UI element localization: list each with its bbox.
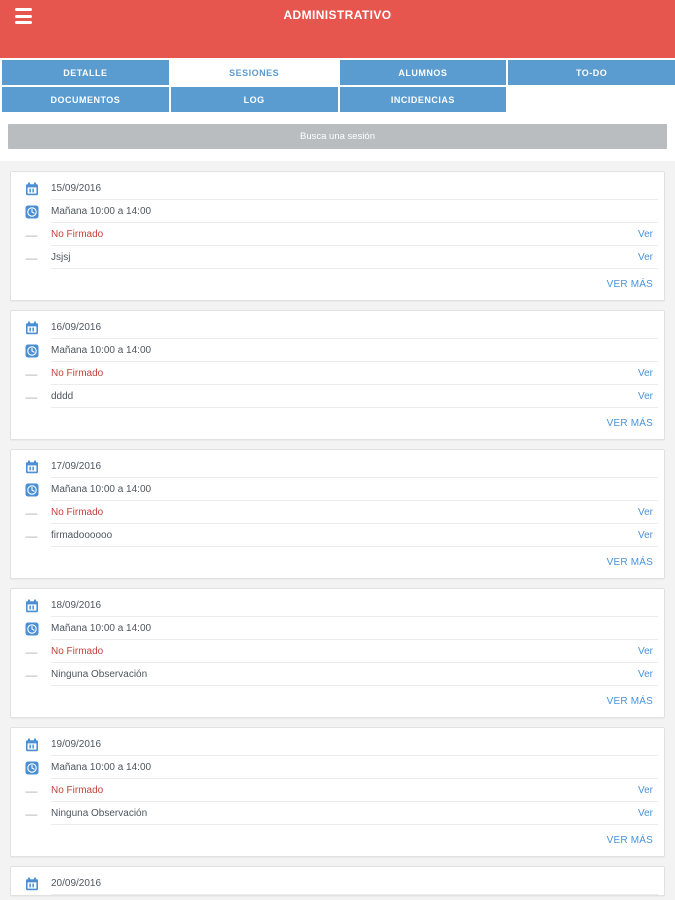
tab-log[interactable]: LOG xyxy=(171,87,338,112)
observation-row xyxy=(17,246,658,269)
calendar-icon xyxy=(24,316,39,339)
card-footer xyxy=(17,825,658,856)
session-status: No Firmado xyxy=(51,228,104,240)
session-card xyxy=(10,171,665,301)
session-card xyxy=(10,588,665,718)
ver-status-link[interactable]: Ver xyxy=(637,784,653,796)
session-card xyxy=(10,727,665,857)
dash-icon: — xyxy=(25,783,38,798)
card-footer xyxy=(17,269,658,300)
dash-icon: — xyxy=(25,366,38,381)
card-footer xyxy=(17,408,658,439)
session-status: No Firmado xyxy=(51,367,104,379)
session-card xyxy=(10,449,665,579)
session-list xyxy=(0,161,675,900)
tab-alumnos[interactable]: ALUMNOS xyxy=(340,60,507,85)
dash-icon: — xyxy=(25,667,38,682)
dash-icon: — xyxy=(25,644,38,659)
time-row xyxy=(17,756,658,779)
calendar-icon xyxy=(24,594,39,617)
session-observation: Ninguna Observación xyxy=(51,807,148,819)
observation-row xyxy=(17,524,658,547)
session-card xyxy=(10,866,665,896)
ver-observation-link[interactable]: Ver xyxy=(637,251,653,263)
calendar-icon xyxy=(24,872,39,895)
ver-observation-link[interactable]: Ver xyxy=(637,668,653,680)
hamburger-menu-icon[interactable] xyxy=(15,8,32,24)
observation-row xyxy=(17,802,658,825)
date-row xyxy=(17,872,658,895)
time-row xyxy=(17,339,658,362)
dash-icon: — xyxy=(25,806,38,821)
dash-icon: — xyxy=(25,250,38,265)
session-status: No Firmado xyxy=(51,506,104,518)
session-date: 18/09/2016 xyxy=(51,599,102,611)
time-row xyxy=(17,478,658,501)
ver-status-link[interactable]: Ver xyxy=(637,645,653,657)
session-observation: firmadoooooo xyxy=(51,529,113,541)
ver-mas-link[interactable]: VER MÁS xyxy=(606,557,653,568)
clock-icon xyxy=(24,617,39,640)
session-time: Mañana 10:00 a 14:00 xyxy=(51,483,152,495)
ver-observation-link[interactable]: Ver xyxy=(637,390,653,402)
ver-observation-link[interactable]: Ver xyxy=(637,529,653,541)
search-input[interactable]: Busca una sesión xyxy=(8,124,667,149)
tab-bar xyxy=(0,60,675,112)
ver-status-link[interactable]: Ver xyxy=(637,228,653,240)
tab-to-do[interactable]: TO-DO xyxy=(508,60,675,85)
session-date: 19/09/2016 xyxy=(51,738,102,750)
clock-icon xyxy=(24,756,39,779)
calendar-icon xyxy=(24,733,39,756)
ver-mas-link[interactable]: VER MÁS xyxy=(606,835,653,846)
session-status: No Firmado xyxy=(51,784,104,796)
card-footer xyxy=(17,547,658,578)
dash-icon: — xyxy=(25,227,38,242)
ver-mas-link[interactable]: VER MÁS xyxy=(606,279,653,290)
calendar-icon xyxy=(24,177,39,200)
page-title: ADMINISTRATIVO xyxy=(283,8,392,22)
status-row xyxy=(17,640,658,663)
session-observation: Ninguna Observación xyxy=(51,668,148,680)
dash-icon: — xyxy=(25,528,38,543)
date-row xyxy=(17,316,658,339)
session-date: 17/09/2016 xyxy=(51,460,102,472)
observation-row xyxy=(17,663,658,686)
tab-sesiones[interactable]: SESIONES xyxy=(171,60,338,85)
clock-icon xyxy=(24,478,39,501)
session-time: Mañana 10:00 a 14:00 xyxy=(51,344,152,356)
ver-mas-link[interactable]: VER MÁS xyxy=(606,696,653,707)
tab-incidencias[interactable]: INCIDENCIAS xyxy=(340,87,507,112)
dash-icon: — xyxy=(25,505,38,520)
hamburger-bar xyxy=(15,8,32,11)
session-time: Mañana 10:00 a 14:00 xyxy=(51,761,152,773)
app-header xyxy=(0,0,675,58)
session-observation: dddd xyxy=(51,390,74,402)
card-footer xyxy=(17,686,658,717)
ver-status-link[interactable]: Ver xyxy=(637,367,653,379)
tab-documentos[interactable]: DOCUMENTOS xyxy=(2,87,169,112)
session-time: Mañana 10:00 a 14:00 xyxy=(51,205,152,217)
ver-observation-link[interactable]: Ver xyxy=(637,807,653,819)
hamburger-bar xyxy=(15,15,32,18)
date-row xyxy=(17,455,658,478)
clock-icon xyxy=(24,200,39,223)
date-row xyxy=(17,594,658,617)
ver-status-link[interactable]: Ver xyxy=(637,506,653,518)
session-card xyxy=(10,310,665,440)
hamburger-bar xyxy=(15,21,32,24)
status-row xyxy=(17,779,658,802)
observation-row xyxy=(17,385,658,408)
time-row xyxy=(17,617,658,640)
dash-icon: — xyxy=(25,389,38,404)
status-row xyxy=(17,362,658,385)
ver-mas-link[interactable]: VER MÁS xyxy=(606,418,653,429)
clock-icon xyxy=(24,339,39,362)
tab-detalle[interactable]: DETALLE xyxy=(2,60,169,85)
calendar-icon xyxy=(24,455,39,478)
session-date: 20/09/2016 xyxy=(51,877,102,889)
session-observation: Jsjsj xyxy=(51,251,71,263)
time-row xyxy=(17,200,658,223)
session-time: Mañana 10:00 a 14:00 xyxy=(51,622,152,634)
session-date: 16/09/2016 xyxy=(51,321,102,333)
status-row xyxy=(17,223,658,246)
status-row xyxy=(17,501,658,524)
session-date: 15/09/2016 xyxy=(51,182,102,194)
date-row xyxy=(17,733,658,756)
session-status: No Firmado xyxy=(51,645,104,657)
date-row xyxy=(17,177,658,200)
